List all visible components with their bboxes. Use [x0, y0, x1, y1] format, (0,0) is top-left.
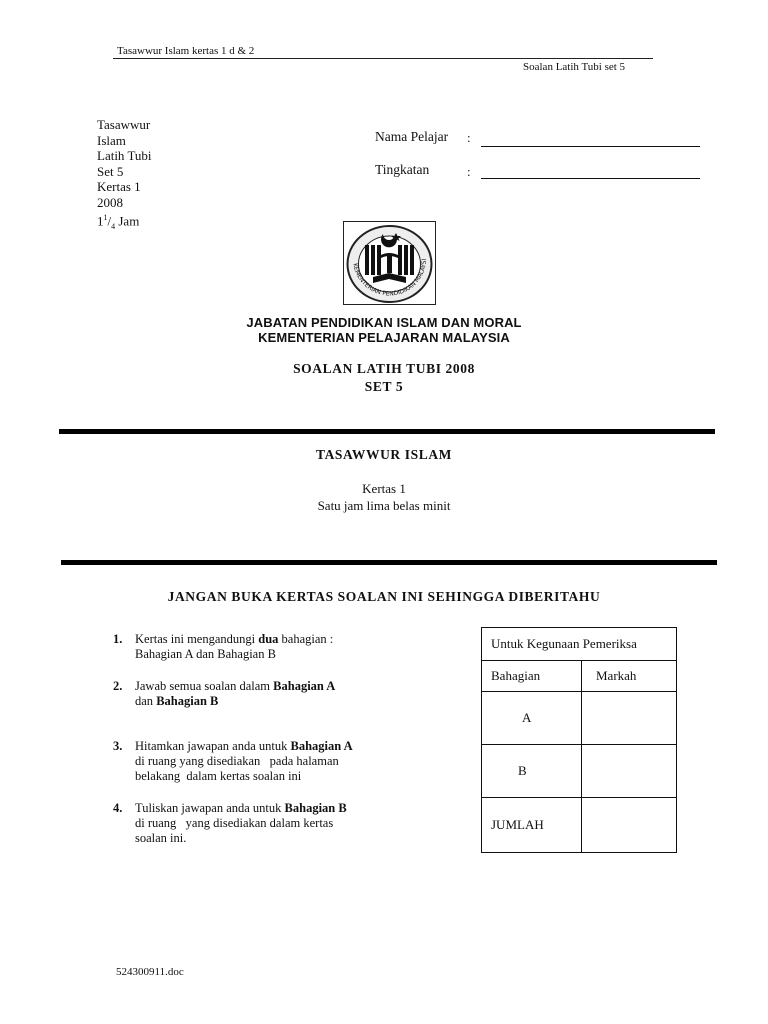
- subject-title: TASAWWUR ISLAM: [315, 447, 453, 462]
- mark-cell[interactable]: [582, 745, 677, 798]
- class-colon: :: [467, 164, 471, 179]
- department-line-1: JABATAN PENDIDIKAN ISLAM DAN MORAL: [246, 315, 522, 330]
- instruction-number: 3.: [113, 739, 123, 753]
- instruction-item: 3. Hitamkan jawapan anda untuk Bahagian A di ruang yang disediakan pada halaman belakang dalam kertas soalan ini: [113, 739, 353, 783]
- exam-set: SET 5: [364, 379, 404, 394]
- table-row: [482, 798, 677, 853]
- running-header-left: Tasawwur Islam kertas 1 d & 2: [117, 45, 255, 57]
- separator-bar-top: [59, 429, 715, 434]
- section-cell: A: [482, 692, 582, 745]
- meta-line: Kertas 1: [97, 179, 141, 194]
- header-rule: [113, 58, 653, 59]
- meta-line: 2008: [97, 194, 123, 210]
- meta-line: Set 5: [97, 163, 124, 179]
- instruction-number: 2.: [113, 679, 123, 693]
- table-row: [482, 692, 677, 745]
- instruction-number: 4.: [113, 801, 123, 815]
- mark-cell[interactable]: [582, 692, 677, 745]
- student-name-colon: :: [467, 130, 471, 145]
- paper-meta: [97, 117, 152, 234]
- examiner-table: [481, 627, 677, 853]
- instruction-item: 1. Kertas ini mengandungi dua bahagian : Bahagian A dan Bahagian B: [113, 632, 334, 661]
- instruction-item: 2. Jawab semua soalan dalam Bahagian A dan Bahagian B: [113, 679, 336, 708]
- examiner-table-title: Untuk Kegunaan Pemeriksa: [482, 628, 677, 661]
- meta-line: Tasawwur: [97, 117, 151, 132]
- department-line-2: KEMENTERIAN PELAJARAN MALAYSIA: [258, 330, 510, 345]
- column-header-marks: Markah: [582, 661, 677, 692]
- table-row: [482, 745, 677, 798]
- column-header-section: Bahagian: [482, 661, 582, 692]
- section-cell: B: [482, 745, 582, 798]
- instruction-item: 4. Tuliskan jawapan anda untuk Bahagian B di ruang yang disediakan dalam kertas soalan ini.: [113, 801, 347, 845]
- exam-title: SOALAN LATIH TUBI 2008: [293, 361, 475, 376]
- ministry-crest-icon: [343, 221, 436, 305]
- paper-duration: Satu jam lima belas minit: [317, 498, 451, 513]
- meta-line: Latih Tubi: [97, 148, 152, 163]
- class-field[interactable]: [481, 178, 700, 179]
- separator-bar-bottom: [61, 560, 717, 565]
- student-name-field[interactable]: [481, 146, 700, 147]
- class-label: Tingkatan: [375, 162, 430, 177]
- instruction-number: 1.: [113, 632, 123, 646]
- svg-text:KEMENTERIAN PENDIDIKAN MALAYSI: KEMENTERIAN PENDIDIKAN MALAYSI: [351, 258, 429, 298]
- warning-notice: JANGAN BUKA KERTAS SOALAN INI SEHINGGA DIBERITAHU: [167, 589, 601, 604]
- file-name-footer: 524300911.doc: [116, 966, 184, 978]
- running-header-right: Soalan Latih Tubi set 5: [523, 61, 626, 73]
- meta-duration: $1^1/_4$ Jam: [97, 213, 140, 231]
- student-name-label: Nama Pelajar: [375, 129, 449, 144]
- paper-number: Kertas 1: [362, 481, 406, 496]
- total-label: JUMLAH: [482, 798, 582, 853]
- total-mark-cell[interactable]: [582, 798, 677, 853]
- meta-line: Islam: [97, 132, 126, 148]
